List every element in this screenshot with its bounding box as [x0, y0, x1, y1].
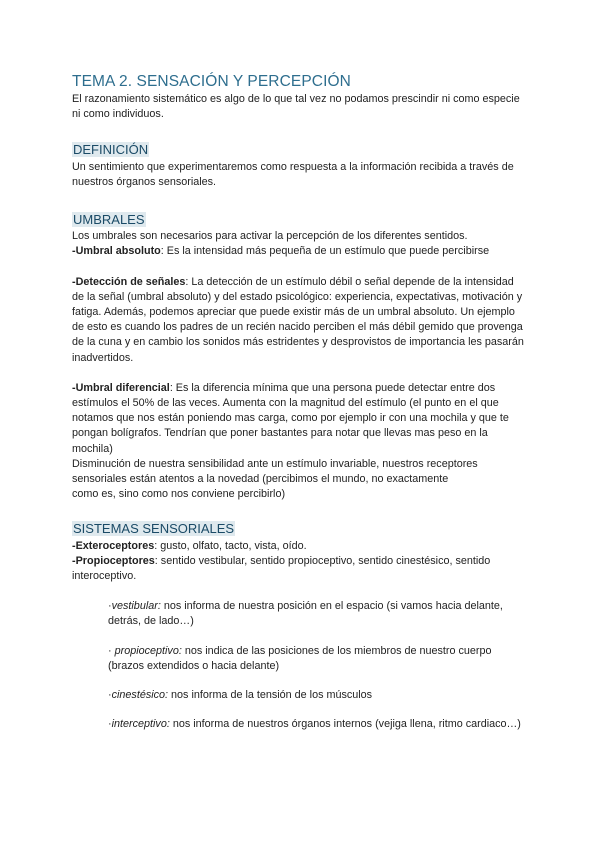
adaptacion-line2: como es, sino como nos conviene percibirlo)	[72, 488, 286, 501]
section-sistemas	[72, 521, 528, 538]
document-title: TEMA 2. SENSACIÓN Y PERCEPCIÓN	[72, 73, 351, 90]
item-bullet: ·	[108, 644, 115, 657]
adaptacion-line1: Disminución de nuestra sensibilidad ante un estímulo invariable, nuestros receptores sensoriales están atentos a la novedad (percibimos el mundo, no exactamente	[72, 457, 478, 486]
item-term: interceptivo:	[111, 718, 170, 731]
item-text: nos informa de nuestros órganos internos (vejiga llena, ritmo cardiaco…)	[169, 718, 521, 731]
item-text: nos indica de las posiciones de los miembros de nuestro cuerpo (brazos extendidos o hacia delante)	[108, 644, 492, 672]
umbral-absoluto-text: : Es la intensidad más pequeña de un estímulo que puede percibirse	[160, 245, 490, 258]
exteroceptores-term: -Exteroceptores	[72, 539, 155, 552]
item-term: cinestésico:	[111, 689, 169, 702]
deteccion-paragraph	[72, 275, 528, 366]
intro-paragraph: El razonamiento sistemático es algo de lo que tal vez no podamos prescindir ni como especie ni como individuos.	[72, 93, 520, 121]
item-text: nos informa de nuestra posición en el espacio (si vamos hacia delante, detrás, de lado…)	[108, 600, 503, 628]
umbral-diferencial-term: -Umbral diferencial	[72, 381, 170, 394]
list-item-vestibular	[72, 599, 528, 629]
item-bullet: ·	[108, 689, 112, 702]
section-definicion	[72, 142, 528, 159]
deteccion-term: -Detección de señales	[72, 275, 186, 288]
umbral-diferencial-text: : Es la diferencia mínima que una persona puede detectar entre dos estímulos el 50% de las veces. Aumenta con la magnitud del estímulo (el punto en el que notamos que nos están poniendo mas carga, como por ejemplo ir con una mochila y que te pongan bolígrafos. Tendrían que poner bastantes para notar que llevas mas peso en la mochila)	[72, 381, 509, 455]
list-item-interoceptivo	[72, 717, 528, 732]
definicion-text: Un sentimiento que experimentaremos como respuesta a la información recibida a través de nuestros órganos sensoriales.	[72, 160, 514, 188]
umbral-absoluto-term: -Umbral absoluto	[72, 245, 161, 258]
item-bullet: ·	[108, 718, 112, 731]
list-item-propioceptivo	[72, 644, 528, 674]
umbrales-intro: Los umbrales son necesarios para activar la percepción de los diferentes sentidos.	[72, 230, 468, 243]
section-umbrales	[72, 212, 528, 229]
propioceptores-text: : sentido vestibular, sentido propioceptivo, sentido cinestésico, sentido interoceptivo.	[72, 554, 491, 583]
exteroceptores-paragraph	[72, 539, 528, 554]
deteccion-text: : La detección de un estímulo débil o señal depende de la intensidad de la señal (umbral absoluto) y del estado psicológico: experiencia, expectativas, motivación y fatiga. Además, podemos apreciar que puede existir más de un umbral absoluto. Un ejemplo de esto es cuando los padres de un recién nacido perciben el más débil gemido que provenga de la cuna y en cambio los sonidos más estridentes y desprovistos de importancia les pasarán inadvertidos.	[72, 275, 524, 364]
item-bullet: ·	[108, 600, 112, 613]
heading-definicion: DEFINICIÓN	[73, 142, 149, 158]
adaptacion-paragraph	[72, 457, 528, 503]
umbral-absoluto-paragraph	[72, 244, 528, 259]
item-term: propioceptivo:	[114, 644, 182, 657]
exteroceptores-text: : gusto, olfato, tacto, vista, oído.	[154, 539, 307, 552]
item-text: nos informa de la tensión de los músculos	[168, 689, 373, 702]
list-item-cinestesico	[72, 688, 528, 703]
propioceptores-paragraph	[72, 554, 528, 584]
propioceptores-term: -Propioceptores	[72, 554, 155, 567]
heading-sistemas-sensoriales: SISTEMAS SENSORIALES	[73, 521, 235, 537]
umbral-diferencial-paragraph	[72, 381, 528, 457]
heading-umbrales: UMBRALES	[73, 212, 145, 228]
item-term: vestibular:	[111, 600, 161, 613]
